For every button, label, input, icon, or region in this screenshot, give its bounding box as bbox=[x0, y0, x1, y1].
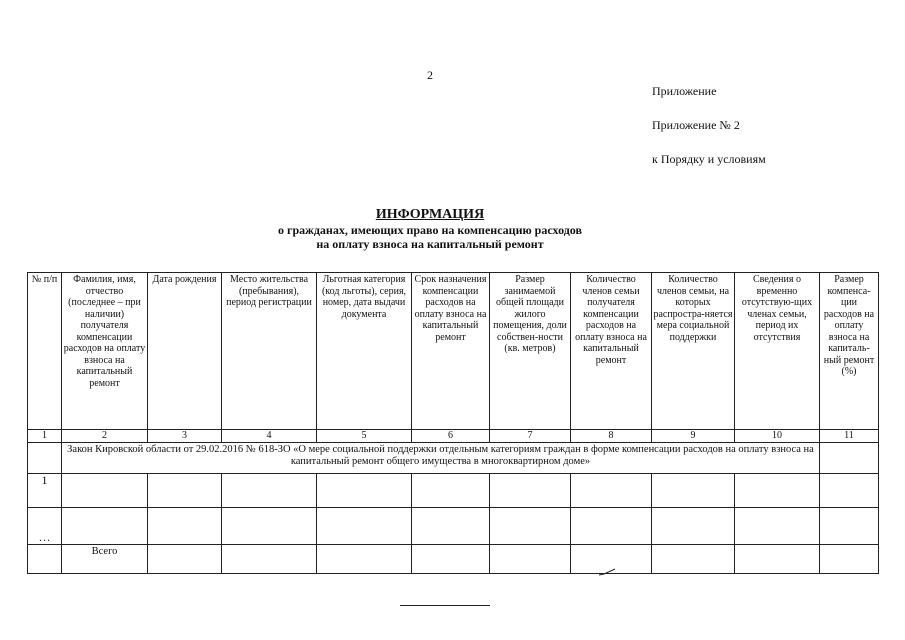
footer-divider bbox=[400, 605, 490, 606]
column-number: 10 bbox=[735, 430, 820, 443]
column-number: 6 bbox=[412, 430, 490, 443]
column-number: 3 bbox=[148, 430, 222, 443]
column-number: 2 bbox=[62, 430, 148, 443]
table-row bbox=[28, 508, 879, 545]
column-number: 8 bbox=[571, 430, 652, 443]
table-cell bbox=[571, 508, 652, 545]
table-cell bbox=[490, 474, 571, 508]
table-cell bbox=[820, 508, 879, 545]
header-cell: Размер занимаемой общей площади жилого помещения, доли собствен-ности (кв. метров) bbox=[490, 273, 571, 430]
table-cell bbox=[412, 474, 490, 508]
table-cell bbox=[571, 474, 652, 508]
title-line-3: на оплату взноса на капитальный ремонт bbox=[316, 237, 544, 251]
header-cell: Фамилия, имя, отчество (последнее – при наличии) получателя компенсации расходов на оплату взноса на капитальный ремонт bbox=[62, 273, 148, 430]
table-cell bbox=[820, 545, 879, 574]
header-cell: № п/п bbox=[28, 273, 62, 430]
column-number: 7 bbox=[490, 430, 571, 443]
row-ellipsis: … bbox=[28, 508, 62, 545]
table-cell bbox=[652, 474, 735, 508]
table-cell bbox=[412, 545, 490, 574]
table-cell bbox=[317, 474, 412, 508]
table-cell bbox=[317, 545, 412, 574]
table-cell bbox=[222, 545, 317, 574]
total-label: Всего bbox=[62, 545, 148, 574]
law-reference: Закон Кировской области от 29.02.2016 № 618-ЗО «О мере социальной поддержки отдельным категориям граждан в форме компенсации расходов на оплату взноса на капитальный ремонт общего имущества в многоквартирном доме» bbox=[62, 443, 820, 474]
table-cell bbox=[317, 508, 412, 545]
column-number: 4 bbox=[222, 430, 317, 443]
table-cell bbox=[148, 545, 222, 574]
column-number: 5 bbox=[317, 430, 412, 443]
header-row bbox=[28, 273, 879, 430]
table-cell bbox=[62, 474, 148, 508]
column-number: 1 bbox=[28, 430, 62, 443]
table-cell bbox=[490, 545, 571, 574]
appendix-number: Приложение № 2 bbox=[652, 118, 740, 132]
citizens-info-table bbox=[27, 272, 879, 574]
table-cell bbox=[735, 508, 820, 545]
column-number: 11 bbox=[820, 430, 879, 443]
appendix-label: Приложение bbox=[652, 84, 717, 98]
table-cell bbox=[28, 443, 62, 474]
table-cell bbox=[652, 545, 735, 574]
table-cell bbox=[820, 443, 879, 474]
table-cell bbox=[735, 545, 820, 574]
column-number-row bbox=[28, 430, 879, 443]
pen-stroke-mark bbox=[598, 567, 618, 577]
table-cell bbox=[820, 474, 879, 508]
appendix-reference: к Порядку и условиям bbox=[652, 152, 766, 166]
table-cell bbox=[412, 508, 490, 545]
header-cell: Количество членов семьи получателя компенсации расходов на оплату взноса на капитальный ремонт bbox=[571, 273, 652, 430]
header-cell: Сведения о временно отсутствую-щих членах семьи, период их отсутствия bbox=[735, 273, 820, 430]
table-cell bbox=[28, 545, 62, 574]
header-cell: Срок назначения компенсации расходов на оплату взноса на капитальный ремонт bbox=[412, 273, 490, 430]
title-line-2: о гражданах, имеющих право на компенсацию расходов bbox=[278, 223, 582, 237]
table-cell bbox=[490, 508, 571, 545]
header-cell: Дата рождения bbox=[148, 273, 222, 430]
row-number: 1 bbox=[28, 474, 62, 508]
column-number: 9 bbox=[652, 430, 735, 443]
table-cell bbox=[148, 508, 222, 545]
total-row bbox=[28, 545, 879, 574]
document-title bbox=[150, 207, 710, 251]
header-cell: Место жительства (пребывания), период регистрации bbox=[222, 273, 317, 430]
table-cell bbox=[62, 508, 148, 545]
header-cell: Количество членов семьи, на которых распростра-няется мера социальной поддержки bbox=[652, 273, 735, 430]
header-cell: Размер компенса-ции расходов на оплату взноса на капиталь-ный ремонт (%) bbox=[820, 273, 879, 430]
table-cell bbox=[148, 474, 222, 508]
table-cell bbox=[735, 474, 820, 508]
page-number: 2 bbox=[427, 68, 433, 82]
law-row bbox=[28, 443, 879, 474]
table-cell bbox=[222, 474, 317, 508]
table-row bbox=[28, 474, 879, 508]
header-cell: Льготная категория (код льготы), серия, номер, дата выдачи документа bbox=[317, 273, 412, 430]
table-cell bbox=[222, 508, 317, 545]
table-cell bbox=[652, 508, 735, 545]
title-main: ИНФОРМАЦИЯ bbox=[375, 207, 485, 222]
